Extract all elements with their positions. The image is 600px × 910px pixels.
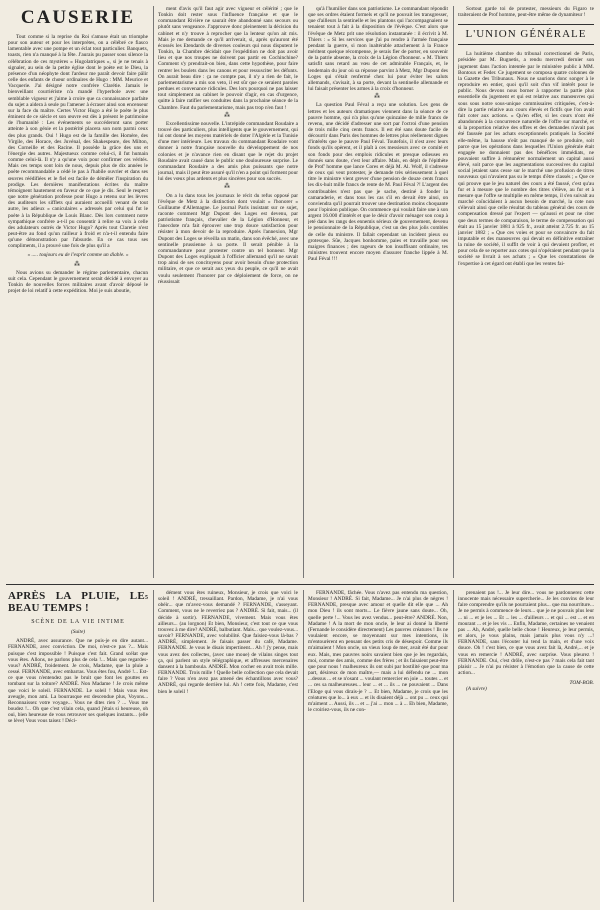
- column-rule: [153, 590, 154, 902]
- causerie-column-1: [8, 6, 148, 581]
- feuilleton-text-3: FERNANDE, fâchée. Vous n'avez pas entendu ma question, Monsieur ! ANDRÉ. Si fait, Madame... Je n'ai plus de nègres ! FERNANDE, presque avec amour et quelle dit elle que ... Ah mon Dieu ! ils sont morts... Le fièvre jaune sans doute... Oh, quelle perte !... Vous les avez vendus... peut-être? ANDRÉ. Non, Madame ! A la mort de mon oncle, le leur ai donné la liberté (Fernande le considère directement) Les pauvres créatures ! Ils ne voulaient encore, se moyennant sur mes intentions, ils m'entourèrent en pensant des petits cris de désespoir. Comme ils m'aimaient ! Mon oncle, un vieux loup de mer, avait été dur pour eux. Mais, mes pauvres noirs savaient bien que je les regardais, moi, comme des amis, comme des frères ; et ils faisaient peut-être que pour nous ! malheureux ils ont subi par hostilité que pour ma part, désireux de mon maître,— mais a lui défendu ne ... mon ...dessus ... et se n'osant ... voulant remercier en joie ... toutes ... et ... ces sa malheureuses... leur ... et ... ils ... ne pouvaient ... Dans l'Eloge qui vous dirais-je ? ... Et bien, Madame, je crois que les créatures que lo... à eux ... et ils disaient déjà ... ont pu ... ceux qui m'aiment ... Aussi, ils ... et ... j'ai ... mon ... à ... Eh bien, Madame, le croiriez-vous, ils ne con-: [308, 590, 448, 713]
- feuilleton-suivre: (A suivre): [466, 686, 487, 693]
- causerie-text-5: On a lu dans tous les journaux le récit du refus opposé par l'évêque de Metz à la distinction dont voulait « l'honorer » Guillaume d'Allemagne. Le journal Paris insistant sur ce sujet, raconte comment Mgr Dupont des Loges est devenu, par patriotisme français, chevalier de la Légion d'Honneur, et l'anecdote m'a fait éprouver une trop douce satisfaction pour résister à mon devoir de la reproduire. Après l'annexion, Mgr Dupont des Loges se réveilla un matin, dans son évêché, avec une sentinelle prussienne à sa porte. Il serait pénible à la commandanture pour protester contre un tel honneur. Mgr Dupont des Loges expliquait à l'officier allemand qu'il ne savait trop ainsi de ses concitoyens pour avoir besoin d'une protection militaire, et que ce serait aux yeux du peuple, ce qu'il ne avait voulu seulement l'honorer par ce déploiement de force, on ne réussissait: [158, 192, 298, 285]
- feuilleton-rule: [6, 584, 594, 585]
- feuilleton-text-4: prenaient pas !... Je leur dire... vous ne pardonnerez cette innocente mais nécessaire supercherie... Je les convins de leur faire comprendre qu'ils ne pourraient plus... que ma nourriture... Je ne permis à commence de leurs... que je ne pouvais plus leur ... ni ... et je les ... Et ... les ... d'ailleurs ... et qui ... est ... et en mourant ... et je les vis ... Enfin, Madame, certaines ne venaient pas ... Ah, André, quelle belle chose ! Heureux, je leur permis, et alors, je vous plains, mais jamais plus vous n'y ...! FERNANDE, sans l'écouter lui tend la main, et d'une voix douce. Oh ! c'est bien, ce que vous avez fait là, André,... et je vous en remercie ! ANDRÉ, avec surprise. Vous pleurez ! FERNANDE. Oui, c'est drôle, n'est-ce pas ? mais cela fait tant plaisir ... Je n'ai pu résister à l'émotion que la cause de cette action...: [458, 590, 594, 677]
- feuilleton-title: APRÈS LA PLUIE, LE BEAU TEMPS !: [8, 590, 145, 614]
- feuilleton-text-1: ANDRÉ, avec assurance. Que ne puis-je en dire autant... FERNANDE, avec conviction. De moi, n'est-ce pas ?... Mais puisque c'est impossible ! Puisque c'est fait. Grand scélat que vous êtes. Allons, ne parlons plus de cela !... Mais que regardes-vous? ANDRÉ, froidement. Je crois, Madame, que la pluie a cessé. FERNANDE, avec embarras. Vous êtes fou, André !... Est-ce que vous n'entendez pas le bruit que font les gouttes en tombant sur la toiture? ANDRÉ. Non Madame ! Je crois même que voici le soleil. FERNANDE. Le soleil ! Mais vous êtes aveugle, mon ami. La bourrasque est descendue plus, Voyons... Reconnaissez votre voyage... Vous ne dites rien ? ... Vous me boudez !... Oh que c'est vilain cela, quand j'étais si heureuse, oh oui, bien heureuse de vous retrouver ses quelques instants... (elle se lève) Vous vous taisez ! Déci-: [8, 638, 148, 725]
- feuilleton-subtitle: SCÈNE DE LA VIE INTIME: [31, 619, 125, 625]
- feuilleton-signature: TOM-BOB.: [569, 680, 594, 687]
- causerie-text-4: Excellentissime nouvelle. L'intrépide commandant Roudaire a trouvé des particuliers, plus intelligents que le gouvernement, qui lui ont donné les moyens matériels de doter l'Algérie et la Tunisie d'une mer intérieure. Les travaux du commandant Roudaire vont donner à notre française nouvelle du développement de nos colonies et je n'avance rien en disant que le rejet du projet Roudaire avait causé dans le public une douloureuse surprise. Le commandant Roudaire a des amis plus puissants que notre journal, mais il peut être assuré qu'il n'en a point qui forment pour lui des vœux plus ardents et plus sincères pour son succès.: [158, 120, 298, 183]
- separator-stars: ⁂: [224, 112, 232, 119]
- column-rule: [303, 590, 304, 902]
- causerie-text-6: qu'à l'humilier dans son patriotisme. Le commandant répondit que ses ordres étaient formels et qu'il ne pouvait les transgresser, que d'ailleurs la sentinelle et les plantons qui l'accompagnaient se tenaient tout à fait à la disposition de l'évêque. C'est alors que l'évêque de Metz prit une résolution instantanée : il écrivit à M. Thiers : « Si les services que j'ai pu rendre à l'armée française pendant la guerre, si mon inaltérable attachement à la France méritent quelque récompense, je serais fier de porter, en souvenir de la patrie absente, la croix de la Légion d'honneur. » M. Thiers satisfit sans retard au vœu de cet admirable Français, et, le lendemain du jour où sa réponse parvint à Metz, Mgr Dupont des Loges qui s'était renfermé chez lui pour éviter les saluts allemands, s'avisait, à sa porte, devant la sentinelle allemande et lui faisait présenter les armes à la croix d'honneur.: [308, 6, 448, 93]
- causerie-column-3: [308, 6, 448, 581]
- union-text: La huitième chambre du tribunal correctionnel de Paris, présidée par M. Bugnetis, a rendu mercredi dernier son jugement dans l'action intentée par le ministère public à MM. Bontoux et Feder. Ce jugement se composa quatre colonnes de la Gazette des Tribunaux. Nous ne saurions donc songer à le reproduire en entier, quoi qu'il soit d'un vif intérêt pour le public. Nous devons nous borner à rapporter la partie plus essentielle du jugement et qui est relative aux manœuvres qui sous sous notre sous-unique commissaires critiquées, c'est-à-dire la partie relative aux cours élevés et fictifs que l'on avait fait coter aux actions. « Qu'en effet, si les cours n'ont été abandonnés à la concurrence naturelle de l'offre sur marché, et si la proportion relative des offres et des demandes n'avait pas été faussée par les achats exceptionnels pratiqués la Société elle-même, la hausse n'eût pas manqué de se produire, soit parce que les opérations dans lesquelles l'Union générale était engagée ne donnaient pas des bénéfices immédiats, ne pouvaient suffire à rémunérer normalement un capital aussi élevé, soit parce que les augmentations successives du capital social jetaient sans cesse sur le marché une profusion de titres nouveaux qui n'avaient pas su le temps d'être classés ; « Que ce qui prouve que le jeu naturel des cours a été faussé, c'est qu'au fur et à mesure que le nombre des titres s'élève, au fur et à mesure que l'offre se multiplie en même temps, il s'en suivait au marché coïncidaient à aucun besoin de marché, la cote non s'élevait ainsi que celle résultat du tableau général des cours de compensation dressé par l'expert — qu'aussi et pour ne citer que deux termes de comparaison, le terme de compensation qui était au 15 janvier 1881 à 925 fr., avait atteint 2.725 fr. au 15 janvier 1882 ; « Que ces voies et pour se convaincre du fait imputable et des manœuvres qui devait en définitive entraîner la ruine de société, il suffit de voir à qui devaient profiter, et pour cela de se reporter aux cotes qui n'opéraient pendant que la société se livrait à ses achats ; « Que les constatations de l'expertise à cet égard ont établi que les ventes fai-: [458, 51, 594, 267]
- column-rule: [153, 6, 154, 578]
- feuilleton-column-1: [8, 590, 148, 905]
- union-generale-column: [458, 6, 594, 581]
- union-intro: Sortout garde toi de protester, messieurs du Figaro te traiteraient de Prof homme, peut-être même de dynamiteur !: [458, 6, 594, 19]
- feuilleton-column-2: [158, 590, 298, 905]
- causerie-text-1: Tout comme si la reprise du Roi s'amuse était un triomphe pour son auteur et pour les interprètes, on a célébré ce fiasco lamentable avec une pompe et un éclat tout particulier. Banquets, toasts, rien n'a manqué à la fête. J'aurais pu passer sous silence la célébration de ces mystères « Hugolatriques », si je ne tenais à signaler, au sein de la petite église dont le poète est le Dieu, la présence d'un néophyte dont l'ardeur me paraît devoir faire pâlir celle des enfants de chœur ordinaires de Hugo : MM. Meurice et Vacquerie. J'ai désigné notre confrère Clarétie. Jamais le bienveillant courriériste n'a mandé l'hyperbole avec une semblable vigueur et j'aime à croire que ca connaissance parfaite du sujet a aidera à seule pu l'amener à écraser ainsi son encenseur sur la face du maître. Certes Victor Hugo a été le poète le plus éminent de ce siècle et son œuvre est dès à présent le patrimoine de l'humanité : Les événements se succéderont sans porter atteinte à son génie et la postérité placera son nom parmi ceux des plus grands. Oui ! Hugo est de la famille des Homère, des Virgile, des Horace, des Juvénal, des Shakespeare, des Milton, des Corneille et des Racine. Il possède la grâce des uns et l'énergie des autres. Majestueux comme celui-ci, il fut humain comme celui-là. Il n'y a qu'une voix pour confirmer ces vérités. Mais ces temps sont loin de nous, depuis plus de dix années le poète recommandable a cédé le pas à l'habile ouvrier et dans ses œuvres réédifiées et le fiel est facile de démêler l'inspiration du prodige. Les dernières manifestations écrites du maître témoignent hautement en faveur de ce que je dis. Seul le respect que notre génération professe pour Hugo a retenu sur les lèvres des auditeurs les sifflets qui auraient accueilli venant de tout autre, les adieux « caniculaires » adressés par celui qui fut le poète à la République de Louis Blanc. Dès lors comment notre sympathique confrère a-t-il pu consentir à relire sa voix à celle des adulateurs outrés de Victor Hugo? Après tout Claretie n'est peut-être au fond qu'un railleur à froid et n'a-t-il entendu faire qu'une démonstration par l'absurde. En ce cas tous ses compliments, il a prouvé une fois de plus qu'il a: [8, 34, 148, 250]
- causerie-column-2: [158, 6, 298, 581]
- feuilleton-column-4: [458, 590, 594, 905]
- causerie-text-3: ment d'avis qu'il faut agir avec vigueur et célérité ; que le Tonkin doit rester sous l'influence française et que le commandant Rivière ne saurait être abandonné sans secours ou plutôt sans vengeance. J'approuve donc pleinement la décision du cabinet et n'y trouve à reprocher que la lenteur qu'on ait mis. Mais je me demande ce qu'il arriverait, si, après qu'auront été écossés les Etendards de diverses couleurs qui nous disputent le Tonkin, la Chambre décidait que l'expédition ne doit pas avoir lieu et que nos troupes ne doivent pas partir en Cochinchine? Comment s'y prendrait-on bien, dans cette hypothèse, pour faire rentrer les boulets dans les canons et pour ressusciter les défunts. On aurait beau dire : ça ne compte pas, il n'y a rien de fait, le parlementarisme a mis son veto, il est sûr que ce seraient paroles perdues et convenance ridicules. Des lors pourquoi ne pas laisser tout simplement au cabinet le pouvoir d'agir, en cas d'urgence, quitte à faire ratifier ses conduites dans la prochaine séance de la Chambre. Faut du parlementarisme, mais pas trop n'en faut !: [158, 6, 298, 111]
- separator-stars: ⁂: [374, 94, 382, 101]
- separator-stars: ⁂: [224, 184, 232, 191]
- causerie-title: CAUSERIE: [20, 7, 136, 28]
- column-rule: [303, 6, 304, 578]
- feuilleton-number: 5: [145, 595, 148, 601]
- causerie-text-7: La question Paul Féval a reçu une solution. Les gens de lettres et les auteurs dramatiques viennent dans la séance de ce pauvre homme, qui n'a plus qu'une quinzaine de mille francs de revenu, une décidé d'adresser une sort par l'octroi d'une pension de trois mille cinq cents francs. Il est été sans doute facile de décourrir dans Paris des hommes de lettres plus réellement dignes d'intérêts que le pauvre Paul Féval. Toutefois, il n'est avec leurs fonds qu'ils opèrent, et il plaît à ces messieurs avec ce comité et son fonds pour des emplois ridicules et presque odieuses en donnés sans doute, c'est leur affaire. Mais, en dépit de l'épithète de Prof' homme que lance Cores et déjà M. Al. Wolf, il s'adresse de ceux qui veut protester, je demande très sérieusement à quel titre le ministre vient grever d'une pension de douze cents francs les dix-huit mille francs de rente de M. Paul Féval ?! L'argent des contribuables n'est pas que je sache, destiné à fonder la camaraderie, et dans tous les cas s'il en devait être ainsi, on conviendra qu'il pourrait trouver une destination moins choquante pour l'opinion publique. On commence qui voulait faire une à son argent 16.000 d'intérêt et que le désir d'avoir ménager son coup à jeté dans les rangs des ennemis sérieux de gouvernement, devenu le pensionnaire de la République, c'est un des plus jolis combles de celle du ministre. Il fallait cependant un incident pieux ou grotesque. Sûe, Jacques bonhomme, paies et travaille pour ses maigres finances ; des rageurs de ton insuffisant ordinaire, tes ministres trouvent encore moyen d'assurer franche lippée à M. Paul Féval !!!: [308, 102, 448, 263]
- separator-stars: ⁂: [74, 261, 82, 268]
- feuilleton-text-2: dément vous êtes ruineux, Monsieur, je crois que voici le soleil ! ANDRÉ, tressaillant. Pardon, Madame, je n'ai vous obéir... que m'avez-vous demandé ? FERNANDE, s'asseyant. Comment, vous ne le reverriez pas ? ANDRÉ. Si fait, mais... (il décide à sortir). FERNANDE, vivement. Mais vous êtes ailleurs... (au lorgnon) Et bien, Monsieur, c'est tout ce que vous trouvez à me dire? ANDRÉ, balbutiant. Mais... que voulez-vous... savoir? FERNANDE, avec volubilité. Que faisiez-vous là-bas ? ANDRÉ, simplement. Je faisais passer du café, Madame. FERNANDE. Je vous le disais impertinent... Ah ! j'y pense, mais vous avez des collectes, (avec une moue) de vilains singes tout ça, qui parlent un style télégraphique, et affreuses mercenaires dansent à la bamboula. ANDRÉ. Mon cocher en avait trois mille. FERNANDE. Trois mille ! Quelle belle collection que cela devait faire ? Vous n'en avez pas amené des échantillons avec vous? ANDRÉ, qui regarde derrière lui. Ah ! cette fois, Madame, c'est bien le soleil !: [158, 590, 298, 695]
- column-rule: [453, 590, 454, 902]
- feuilleton-column-3: [308, 590, 448, 905]
- union-generale-title: L'UNION GÉNÉRALE: [458, 24, 594, 45]
- causerie-text-2: Nous avions su demander le régime parlementaire, chacun suit cela. Cependant le gouvernement serait décidé à envoyer au Tonkin de nouvelles forces militaires avant d'avoir déposé le projet de loi relatif à cette expédition. Moi je suis aboutie,: [8, 269, 148, 295]
- column-rule: [453, 6, 454, 578]
- causerie-quote: « ..... toujours eu de l'esprit comme un diable. »: [27, 252, 129, 259]
- feuilleton-suite: (Suite): [70, 629, 86, 636]
